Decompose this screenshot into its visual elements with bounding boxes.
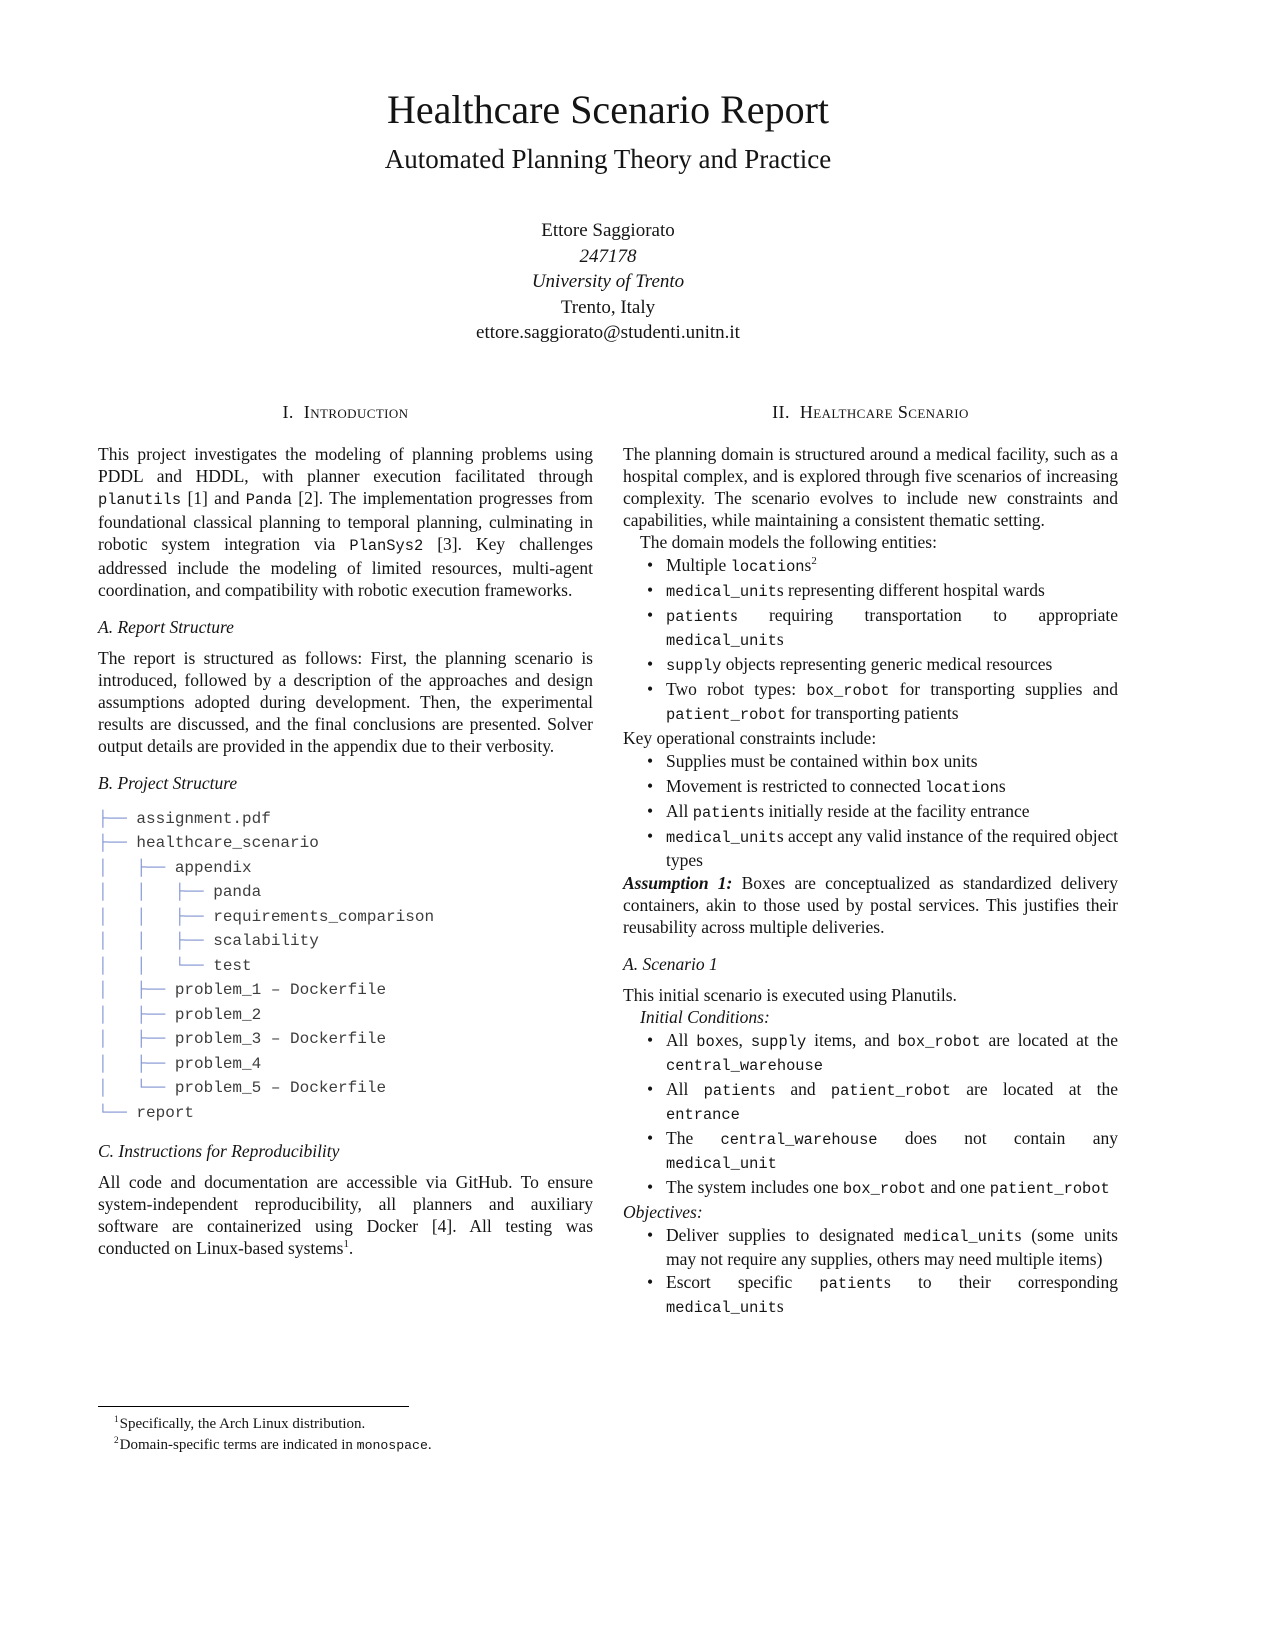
- tree-branch-icon: │ ├──: [98, 1005, 175, 1024]
- tree-entry-name: problem_2: [174, 1005, 262, 1024]
- list-item-text: Multiple locations$^2$: [666, 554, 817, 576]
- constraints-intro: Key operational constraints include:: [623, 727, 877, 748]
- reproducibility-paragraph: All code and documentation are accessible via GitHub. To ensure system-independent reproducibility, all planners and auxiliary software are containerized using Docker [4]. All testing was conducted on Linux-based systems$^1$.: [98, 1172, 593, 1258]
- intro-paragraph: This project investigates the modeling of planning problems using PDDL and HDDL, with planner execution facilitated through planutils [1] and Panda [2]. The implementation progresses from foundational classical planning to temporal planning, culminating in robotic system integration via PlanSys2 [3]. Key challenges addressed include the modeling of limited resources, multi-agent coordination, and compatibility with robotic execution frameworks.: [98, 443, 593, 600]
- footnote-text: Domain-specific terms are indicated in monospace.: [119, 1436, 432, 1453]
- bullet-marker: •: [647, 1271, 654, 1292]
- footnote-number: 2: [114, 1435, 119, 1446]
- tree-line: [98, 1101, 593, 1126]
- list-item-text: Movement is restricted to connected locations: [666, 775, 1006, 797]
- project-file-tree: [98, 807, 593, 1126]
- initial-conditions-list: [623, 1028, 1118, 1201]
- list-item-text: The system includes one box_robot and one patient_robot: [666, 1176, 1110, 1198]
- tree-line: [98, 954, 593, 979]
- list-item-text: All patients initially reside at the facility entrance: [666, 800, 1030, 822]
- tree-line: [98, 1003, 593, 1028]
- list-item: [623, 775, 1118, 799]
- subsection-heading-reproducibility: C. Instructions for Reproducibility: [98, 1141, 340, 1161]
- bullet-marker: •: [647, 604, 654, 625]
- tree-entry-name: report: [136, 1103, 195, 1122]
- list-item: [623, 825, 1118, 871]
- tree-entry-name: problem_4: [174, 1054, 262, 1073]
- footnote: [98, 1435, 593, 1456]
- tree-branch-icon: │ ├──: [98, 858, 175, 877]
- list-item-text: medical_units representing different hospital wards: [666, 579, 1045, 601]
- section-title: Introduction: [303, 401, 409, 422]
- footnotes-block: [98, 1406, 593, 1458]
- left-column: [98, 400, 593, 1458]
- list-item: [623, 678, 1118, 726]
- bullet-marker: •: [647, 1224, 654, 1245]
- list-item: [623, 579, 1118, 603]
- bullet-marker: •: [647, 825, 654, 846]
- bullet-marker: •: [647, 1078, 654, 1099]
- tree-line: [98, 929, 593, 954]
- list-item-text: supply objects representing generic medical resources: [666, 653, 1053, 675]
- tree-branch-icon: └──: [98, 1103, 137, 1122]
- author-email: ettore.saggiorato@studenti.unitn.it: [476, 322, 740, 343]
- section-title: Healthcare Scenario: [799, 401, 969, 422]
- list-item: [623, 604, 1118, 652]
- list-item: [623, 800, 1118, 824]
- tree-branch-icon: │ │ ├──: [98, 907, 214, 926]
- tree-entry-name: problem_3 – Dockerfile: [174, 1030, 387, 1048]
- tree-branch-icon: │ │ ├──: [98, 932, 214, 950]
- author-student-id: 247178: [579, 245, 637, 267]
- list-item: [623, 750, 1118, 774]
- list-item-text: Deliver supplies to designated medical_units (some units may not require any supplies, others may need multiple items): [666, 1224, 1118, 1269]
- tree-entry-name: healthcare_scenario: [136, 834, 319, 852]
- tree-line: [98, 880, 593, 905]
- objectives-list: [623, 1223, 1118, 1320]
- list-item-text: Two robot types: box_robot for transporting supplies and patient_robot for transporting patients: [666, 678, 1118, 724]
- tree-line: [98, 1052, 593, 1077]
- tree-line: [98, 807, 593, 832]
- footnote-rule: [98, 1406, 409, 1407]
- bullet-marker: •: [647, 1176, 654, 1197]
- bullet-marker: •: [647, 653, 654, 674]
- list-item: [623, 554, 1118, 578]
- tree-branch-icon: │ └──: [98, 1079, 175, 1097]
- author-block: [98, 218, 1118, 346]
- section-number: I.: [282, 401, 294, 422]
- list-item-text: All boxes, supply items, and box_robot are located at the central_warehouse: [666, 1029, 1118, 1075]
- constraints-list: [623, 749, 1118, 872]
- tree-line: [98, 831, 593, 856]
- list-item-text: Supplies must be contained within box units: [666, 750, 978, 772]
- tree-entry-name: test: [213, 956, 252, 975]
- scenario-1-paragraph: This initial scenario is executed using Planutils.: [623, 984, 957, 1005]
- list-item: [623, 1078, 1118, 1126]
- list-item-text: patients requiring transportation to appropriate medical_units: [666, 604, 1118, 650]
- tree-branch-icon: │ ├──: [98, 981, 175, 999]
- footnote-list: [98, 1414, 593, 1456]
- two-column-body: [98, 400, 1118, 1458]
- tree-line: [98, 978, 593, 1003]
- tree-branch-icon: ├──: [98, 809, 137, 828]
- author-name: Ettore Saggiorato: [541, 220, 675, 241]
- list-item-text: The central_warehouse does not contain any medical_unit: [666, 1127, 1119, 1173]
- subsection-heading-project-structure: B. Project Structure: [98, 772, 238, 793]
- tree-entry-name: assignment.pdf: [136, 809, 271, 828]
- list-item-text: Escort specific patients to their corresponding medical_units: [666, 1271, 1119, 1317]
- list-item: [623, 653, 1118, 677]
- tree-line: [98, 1076, 593, 1101]
- tree-entry-name: panda: [213, 883, 262, 901]
- initial-conditions-label: Initial Conditions:: [640, 1006, 770, 1027]
- tree-branch-icon: │ │ ├──: [98, 883, 214, 901]
- tree-branch-icon: │ ├──: [98, 1054, 175, 1073]
- section-heading-introduction: [98, 402, 593, 423]
- report-structure-paragraph: The report is structured as follows: First, the planning scenario is introduced, followed by a description of the approaches and design assumptions adopted during development. Then, the experimental results are discussed, and the final conclusions are presented. Solver output details are provided in the appendix due to their verbosity.: [98, 647, 593, 756]
- tree-entry-name: appendix: [174, 858, 252, 877]
- tree-branch-icon: │ │ └──: [98, 956, 214, 975]
- title-block: [98, 86, 1118, 346]
- author-affiliation: University of Trento: [531, 271, 685, 292]
- paper-title: Healthcare Scenario Report: [386, 87, 829, 132]
- right-column: [623, 400, 1118, 1458]
- entities-list: [623, 553, 1118, 727]
- subsection-heading-report-structure: A. Report Structure: [98, 616, 234, 637]
- list-item-text: All patients and patient_robot are located at the entrance: [666, 1078, 1118, 1124]
- bullet-marker: •: [647, 775, 654, 796]
- author-city: Trento, Italy: [560, 296, 656, 318]
- tree-branch-icon: │ ├──: [98, 1030, 175, 1048]
- footnote-number: 1: [114, 1414, 119, 1425]
- list-item: [623, 1127, 1118, 1175]
- objectives-label: Objectives:: [623, 1201, 703, 1222]
- tree-entry-name: problem_1 – Dockerfile: [174, 981, 387, 999]
- section-heading-healthcare-scenario: [623, 402, 1118, 423]
- bullet-marker: •: [647, 800, 654, 821]
- tree-entry-name: requirements_comparison: [213, 907, 435, 926]
- bullet-marker: •: [647, 750, 654, 771]
- tree-branch-icon: ├──: [98, 834, 137, 852]
- list-item: [623, 1271, 1118, 1319]
- bullet-marker: •: [647, 1127, 654, 1148]
- list-item-text: medical_units accept any valid instance of the required object types: [666, 825, 1118, 870]
- bullet-marker: •: [647, 554, 654, 575]
- assumption-paragraph: Assumption 1: Boxes are conceptualized as standardized delivery containers, akin to those used by postal services. This justifies their reusability across multiple deliveries.: [623, 872, 1118, 937]
- tree-entry-name: scalability: [213, 932, 319, 950]
- list-item: [623, 1029, 1118, 1077]
- list-item: [623, 1176, 1118, 1200]
- tree-line: [98, 856, 593, 881]
- footnote-text: Specifically, the Arch Linux distribution.: [119, 1415, 366, 1432]
- tree-entry-name: problem_5 – Dockerfile: [174, 1079, 387, 1097]
- subsection-heading-scenario-1: A. Scenario 1: [623, 953, 718, 974]
- bullet-marker: •: [647, 678, 654, 699]
- list-item: [623, 1224, 1118, 1270]
- entities-intro: The domain models the following entities:: [640, 531, 937, 552]
- footnote: [98, 1414, 593, 1435]
- tree-line: [98, 905, 593, 930]
- scenario-intro-paragraph: The planning domain is structured around a medical facility, such as a hospital complex, and is explored through five scenarios of increasing complexity. The scenario evolves to include new constraints and capabilities, while maintaining a consistent thematic setting.: [623, 443, 1118, 530]
- bullet-marker: •: [647, 1029, 654, 1050]
- section-number: II.: [772, 401, 790, 422]
- bullet-marker: •: [647, 579, 654, 600]
- paper-subtitle: Automated Planning Theory and Practice: [384, 144, 832, 174]
- tree-line: [98, 1027, 593, 1052]
